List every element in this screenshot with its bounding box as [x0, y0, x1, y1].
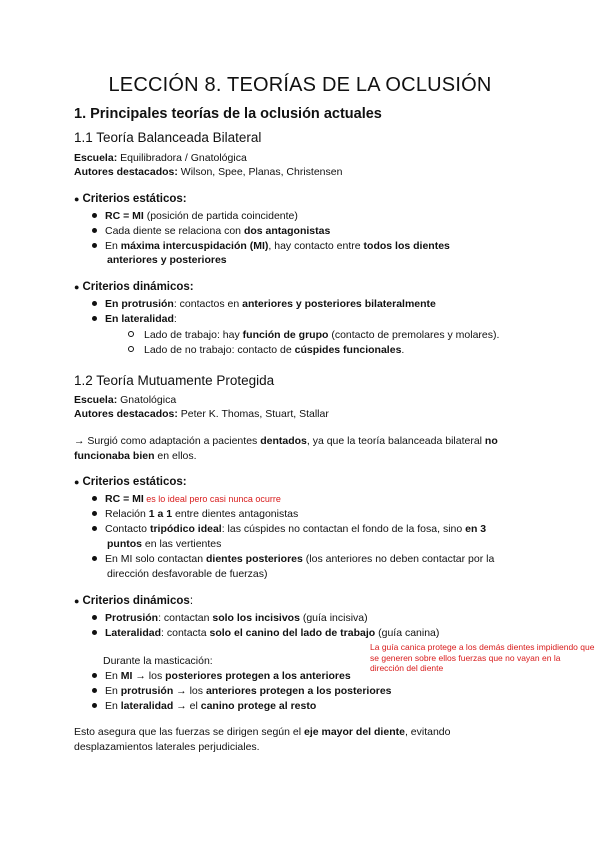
escuela-line: Escuela: Gnatológica	[74, 394, 177, 406]
circle-bullet-icon	[128, 331, 134, 337]
criterios-dinamicos-heading: ● Criterios dinámicos:	[74, 595, 194, 607]
page-title: LECCIÓN 8. TEORÍAS DE LA OCLUSIÓN	[108, 74, 492, 96]
intro-paragraph-continuation: funcionaba bien en ellos.	[74, 450, 197, 462]
bullet-icon	[92, 630, 97, 635]
list-item-continuation: puntos en las vertientes	[107, 538, 222, 550]
list-item: Contacto tripódico ideal: las cúspides no contactan el fondo de la fosa, sino en 3	[92, 523, 486, 535]
criterios-estaticos-heading: ● Criterios estáticos:	[74, 476, 187, 488]
list-item: Lateralidad: contacta solo el canino del lado de trabajo (guía canina)	[92, 627, 439, 639]
bullet-icon	[92, 228, 97, 233]
section-1-2-heading: 1.2 Teoría Mutuamente Protegida	[74, 373, 275, 388]
escuela-value: Equilibradora / Gnatológica	[117, 152, 247, 164]
section-1-1-heading: 1.1 Teoría Balanceada Bilateral	[74, 130, 262, 145]
escuela-line	[74, 152, 247, 164]
masticacion-label: Durante la masticación:	[103, 655, 213, 667]
bullet-icon	[92, 496, 97, 501]
list-item: En MI solo contactan dientes posteriores (los anteriores no deben contactar por la	[92, 553, 494, 565]
list-item: En lateralidad → el canino protege al resto	[92, 700, 316, 712]
list-item: En máxima intercuspidación (MI), hay contacto entre todos los dientes	[92, 240, 450, 252]
autores-line: Autores destacados: Peter K. Thomas, Stuart, Stallar	[74, 408, 329, 420]
list-item: Protrusión: contactan solo los incisivos (guía incisiva)	[92, 612, 368, 624]
escuela-label: Escuela:	[74, 152, 118, 164]
bullet-icon	[92, 316, 97, 321]
list-item: RC = MI es lo ideal pero casi nunca ocurre	[92, 493, 281, 505]
bullet-icon	[92, 703, 97, 708]
bullet-icon	[92, 526, 97, 531]
bullet-icon: ●	[74, 194, 80, 204]
bullet-icon: ●	[74, 282, 80, 292]
list-item: Cada diente se relaciona con dos antagonistas	[92, 225, 330, 237]
sub-list-item: Lado de trabajo: hay función de grupo (contacto de premolares y molares).	[128, 329, 499, 341]
list-item: Relación 1 a 1 entre dientes antagonistas	[92, 508, 298, 520]
margin-note: La guía canica protege a los demás dientes impidiendo que se generen sobre ellos fuerzas que no vayan en la dirección del diente	[370, 642, 595, 673]
list-item-continuation: dirección desfavorable de fuerzas)	[107, 568, 268, 580]
bullet-icon	[92, 243, 97, 248]
conclusion-paragraph: Esto asegura que las fuerzas se dirigen según el eje mayor del diente, evitando	[74, 726, 451, 738]
list-item: En MI → los posteriores protegen a los anteriores	[92, 670, 351, 682]
bullet-icon	[92, 615, 97, 620]
list-item: En protrusión: contactos en anteriores y posteriores bilateralmente	[92, 298, 436, 310]
bullet-icon	[92, 688, 97, 693]
section-1-heading: 1. Principales teorías de la oclusión actuales	[74, 106, 382, 122]
list-item: En protrusión → los anteriores protegen a los posteriores	[92, 685, 392, 697]
autores-label: Autores destacados:	[74, 166, 178, 178]
conclusion-paragraph-continuation: desplazamientos laterales perjudiciales.	[74, 741, 260, 753]
circle-bullet-icon	[128, 346, 134, 352]
bullet-icon	[92, 673, 97, 678]
bullet-icon	[92, 213, 97, 218]
handwritten-note: es lo ideal pero casi nunca ocurre	[143, 494, 281, 504]
intro-paragraph: → Surgió como adaptación a pacientes dentados, ya que la teoría balanceada bilateral no	[74, 435, 498, 447]
bullet-icon	[92, 556, 97, 561]
sub-list-item: Lado de no trabajo: contacto de cúspides funcionales.	[128, 344, 404, 356]
list-item-continuation: anteriores y posteriores	[107, 254, 227, 266]
bullet-icon	[92, 511, 97, 516]
bullet-icon: ●	[74, 596, 80, 606]
autores-value: Wilson, Spee, Planas, Christensen	[177, 166, 343, 178]
list-item: RC = MI (posición de partida coincidente)	[92, 210, 298, 222]
bullet-icon: ●	[74, 477, 80, 487]
criterios-estaticos-heading: ● Criterios estáticos:	[74, 193, 187, 205]
criterios-dinamicos-heading: ● Criterios dinámicos:	[74, 281, 194, 293]
list-item: En lateralidad:	[92, 313, 177, 325]
bullet-icon	[92, 301, 97, 306]
autores-line	[74, 166, 342, 178]
